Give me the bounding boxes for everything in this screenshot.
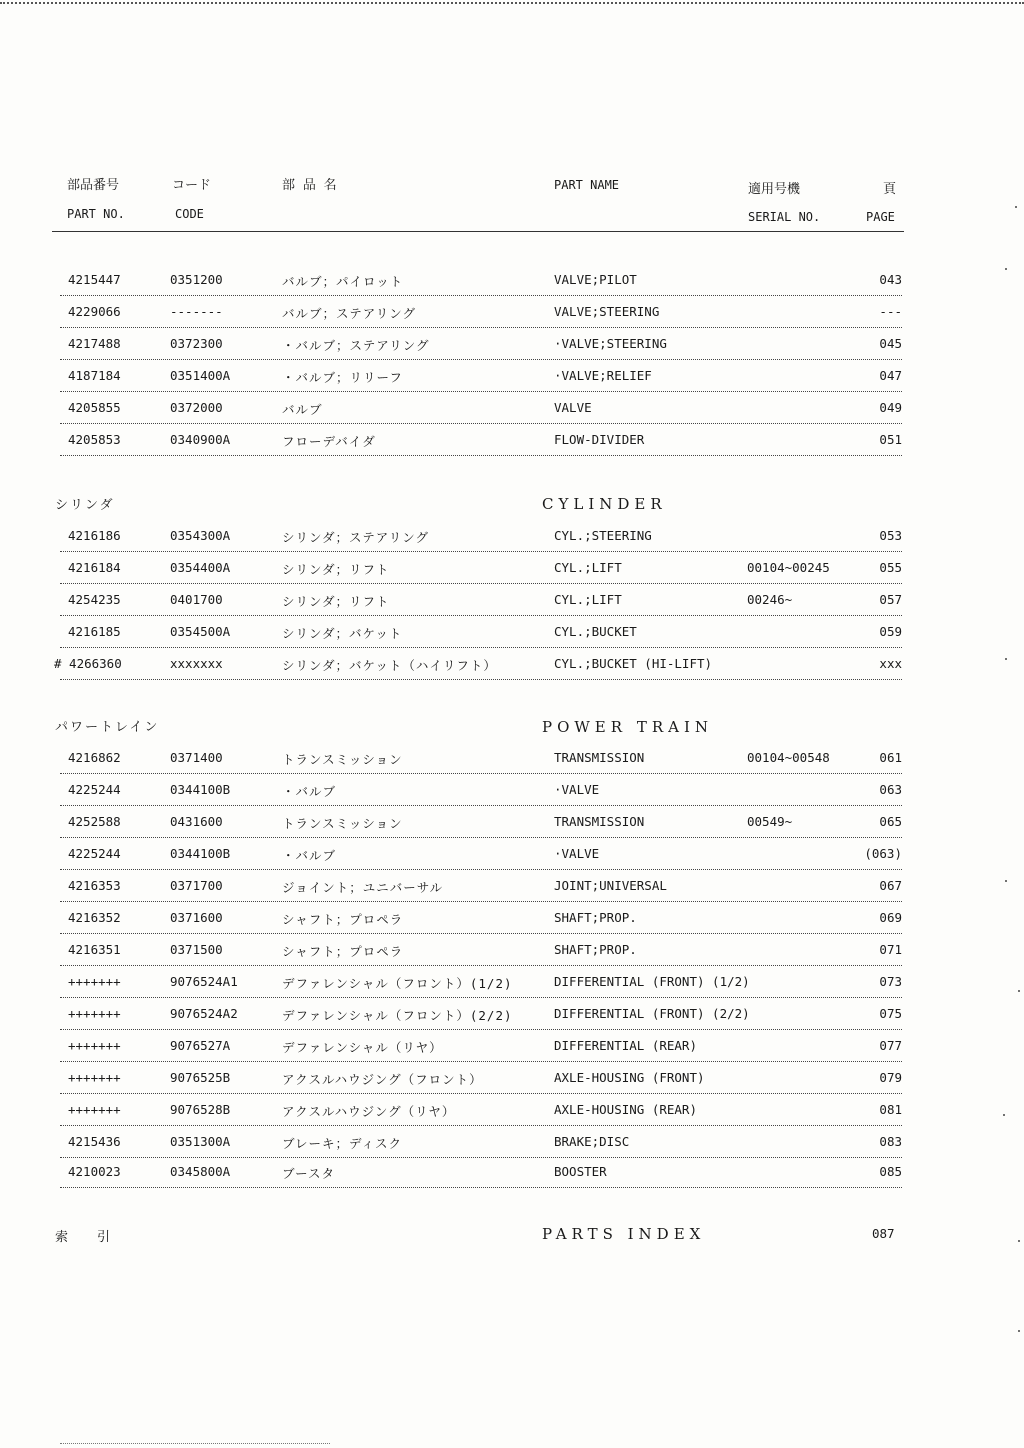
table-row bbox=[60, 838, 902, 870]
part-number: 4210023 bbox=[68, 1164, 121, 1179]
table-row bbox=[60, 1030, 902, 1062]
table-row bbox=[60, 870, 902, 902]
part-name-en: CYL.;LIFT bbox=[554, 560, 622, 575]
part-number: 4205855 bbox=[68, 400, 121, 415]
code: 0371400 bbox=[170, 750, 223, 765]
code: 0371700 bbox=[170, 878, 223, 893]
part-name-jp: バルブ；ステアリング bbox=[282, 306, 417, 321]
part-name-en: BRAKE;DISC bbox=[554, 1134, 630, 1149]
part-name-en: DIFFERENTIAL (FRONT) (2/2) bbox=[554, 1006, 750, 1021]
header-page-en: PAGE bbox=[866, 210, 895, 224]
table-row bbox=[60, 806, 902, 838]
code: 0351300A bbox=[170, 1134, 231, 1149]
code: 0340900A bbox=[170, 432, 231, 447]
page-number: 049 bbox=[879, 400, 902, 415]
code: 0354500A bbox=[170, 624, 231, 639]
header-part-name-en: PART NAME bbox=[554, 178, 620, 192]
table-row bbox=[60, 360, 902, 392]
part-name-en: DIFFERENTIAL (FRONT) (1/2) bbox=[554, 974, 750, 989]
part-name-jp: シリンダ；バケット bbox=[282, 626, 403, 641]
part-name-jp: ・バルブ bbox=[282, 848, 337, 863]
part-name-jp: ・バルブ；リリーフ bbox=[282, 370, 403, 385]
index-page: 087 bbox=[872, 1226, 895, 1241]
code: 9076524A1 bbox=[170, 974, 238, 989]
page-number: 079 bbox=[879, 1070, 902, 1085]
page-number: 073 bbox=[879, 974, 902, 989]
page-number: 059 bbox=[879, 624, 902, 639]
serial-no: 00104~00548 bbox=[747, 750, 830, 765]
part-number: 4225244 bbox=[68, 782, 121, 797]
code: ------- bbox=[170, 304, 223, 319]
page-number: 069 bbox=[879, 910, 902, 925]
part-number: +++++++ bbox=[68, 974, 121, 989]
part-name-en: VALVE;PILOT bbox=[554, 272, 637, 287]
table-row bbox=[60, 520, 902, 552]
page-number: 051 bbox=[879, 432, 902, 447]
part-name-en: CYL.;STEERING bbox=[554, 528, 652, 543]
code: 0345800A bbox=[170, 1164, 231, 1179]
scan-speck bbox=[1005, 268, 1007, 270]
scan-speck bbox=[1018, 1330, 1020, 1332]
part-name-en: TRANSMISSION bbox=[554, 750, 645, 765]
part-name-en: JOINT;UNIVERSAL bbox=[554, 878, 667, 893]
code: 0351200 bbox=[170, 272, 223, 287]
scan-speck bbox=[1015, 206, 1017, 208]
part-number: 4229066 bbox=[68, 304, 121, 319]
page-number: 053 bbox=[879, 528, 902, 543]
part-name-en: DIFFERENTIAL (REAR) bbox=[554, 1038, 697, 1053]
code: 0371500 bbox=[170, 942, 223, 957]
header-code-jp: コード bbox=[172, 178, 212, 193]
table-row bbox=[60, 742, 902, 774]
part-name-jp: シリンダ；リフト bbox=[282, 594, 390, 609]
code: 0354400A bbox=[170, 560, 231, 575]
part-name-en: VALVE;STEERING bbox=[554, 304, 660, 319]
index-title-en: PARTS INDEX bbox=[542, 1225, 706, 1243]
part-name-jp: シリンダ；ステアリング bbox=[282, 530, 430, 545]
page-number: 083 bbox=[879, 1134, 902, 1149]
table-row bbox=[60, 552, 902, 584]
table-row bbox=[60, 424, 902, 456]
part-name-jp: デファレンシャル（リヤ） bbox=[282, 1040, 443, 1055]
scan-speck bbox=[1005, 880, 1007, 882]
part-number: 4254235 bbox=[68, 592, 121, 607]
header-part-no-en: PART NO. bbox=[67, 207, 125, 221]
page-number: 081 bbox=[879, 1102, 902, 1117]
code: xxxxxxx bbox=[170, 656, 223, 671]
part-name-jp: ブレーキ；ディスク bbox=[282, 1136, 403, 1151]
table-row bbox=[60, 616, 902, 648]
table-row bbox=[60, 296, 902, 328]
table-row bbox=[60, 1094, 902, 1126]
page-number: 045 bbox=[879, 336, 902, 351]
page-number: 085 bbox=[879, 1164, 902, 1179]
page-number: 065 bbox=[879, 814, 902, 829]
part-number: 4216352 bbox=[68, 910, 121, 925]
code: 0351400A bbox=[170, 368, 231, 383]
code: 0401700 bbox=[170, 592, 223, 607]
page-number: 063 bbox=[879, 782, 902, 797]
part-number: # 4266360 bbox=[54, 656, 122, 671]
page-number: 047 bbox=[879, 368, 902, 383]
code: 0344100B bbox=[170, 782, 231, 797]
part-number: 4216353 bbox=[68, 878, 121, 893]
header-page-jp: 頁 bbox=[883, 182, 897, 197]
part-number: 4216186 bbox=[68, 528, 121, 543]
part-name-jp: デファレンシャル（フロント）(2/2) bbox=[282, 1008, 513, 1023]
part-name-en: CYL.;BUCKET bbox=[554, 624, 637, 639]
table-row bbox=[54, 648, 902, 680]
scan-speck bbox=[1005, 658, 1007, 660]
scan-speck bbox=[1018, 990, 1020, 992]
part-name-jp: シリンダ；バケット（ハイリフト） bbox=[282, 658, 497, 673]
section-title-en: POWER TRAIN bbox=[542, 718, 714, 736]
page-number: --- bbox=[879, 304, 902, 319]
part-name-en: CYL.;LIFT bbox=[554, 592, 622, 607]
part-name-jp: トランスミッション bbox=[282, 816, 403, 831]
header-part-no-jp: 部品番号 bbox=[67, 178, 120, 193]
section-title-jp: シリンダ bbox=[55, 498, 115, 513]
header-serial-jp: 適用号機 bbox=[748, 182, 801, 197]
serial-no: 00549~ bbox=[747, 814, 793, 829]
part-number: 4215436 bbox=[68, 1134, 121, 1149]
page-number: 067 bbox=[879, 878, 902, 893]
part-number: +++++++ bbox=[68, 1006, 121, 1021]
table-row bbox=[60, 264, 902, 296]
part-name-jp: ブースタ bbox=[282, 1166, 336, 1181]
code: 0354300A bbox=[170, 528, 231, 543]
part-name-en: TRANSMISSION bbox=[554, 814, 645, 829]
code: 0372300 bbox=[170, 336, 223, 351]
part-number: 4205853 bbox=[68, 432, 121, 447]
part-name-jp: シャフト；プロペラ bbox=[282, 944, 404, 959]
part-number: +++++++ bbox=[68, 1038, 121, 1053]
part-name-en: AXLE-HOUSING (REAR) bbox=[554, 1102, 697, 1117]
part-number: +++++++ bbox=[68, 1070, 121, 1085]
part-name-jp: バルブ bbox=[282, 402, 323, 417]
table-row bbox=[60, 998, 902, 1030]
table-row bbox=[60, 328, 902, 360]
page-number: 071 bbox=[879, 942, 902, 957]
code: 0371600 bbox=[170, 910, 223, 925]
page-number: 055 bbox=[879, 560, 902, 575]
part-name-jp: トランスミッション bbox=[282, 752, 403, 767]
part-number: 4217488 bbox=[68, 336, 121, 351]
part-name-jp: アクスルハウジング（フロント） bbox=[282, 1072, 483, 1087]
code: 0431600 bbox=[170, 814, 223, 829]
part-name-en: BOOSTER bbox=[554, 1164, 607, 1179]
table-row bbox=[60, 902, 902, 934]
code: 0372000 bbox=[170, 400, 223, 415]
part-number: 4187184 bbox=[68, 368, 121, 383]
part-name-jp: ジョイント；ユニバーサル bbox=[282, 880, 444, 895]
part-number: 4225244 bbox=[68, 846, 121, 861]
header-part-name-jp: 部 品 名 bbox=[282, 178, 337, 193]
part-number: 4215447 bbox=[68, 272, 121, 287]
part-name-en: SHAFT;PROP. bbox=[554, 942, 637, 957]
table-row bbox=[60, 1156, 902, 1188]
part-number: 4216862 bbox=[68, 750, 121, 765]
table-row bbox=[60, 934, 902, 966]
table-row bbox=[60, 584, 902, 616]
page-number: 075 bbox=[879, 1006, 902, 1021]
table-row bbox=[60, 1126, 902, 1158]
code: 9076525B bbox=[170, 1070, 231, 1085]
header-serial-en: SERIAL NO. bbox=[748, 210, 821, 224]
part-name-jp: アクスルハウジング（リヤ） bbox=[282, 1104, 456, 1119]
section-title-en: CYLINDER bbox=[542, 495, 667, 513]
part-number: +++++++ bbox=[68, 1102, 121, 1117]
part-name-jp: ・バルブ bbox=[282, 784, 337, 799]
part-name-en: FLOW-DIVIDER bbox=[554, 432, 645, 447]
code: 9076527A bbox=[170, 1038, 231, 1053]
page-number: xxx bbox=[879, 656, 902, 671]
table-row bbox=[60, 1062, 902, 1094]
table-row bbox=[60, 966, 902, 998]
page-number: 061 bbox=[879, 750, 902, 765]
scan-top-edge bbox=[0, 2, 1024, 4]
page-number: (063) bbox=[864, 846, 902, 861]
serial-no: 00246~ bbox=[747, 592, 793, 607]
serial-no: 00104~00245 bbox=[747, 560, 830, 575]
code: 0344100B bbox=[170, 846, 231, 861]
page-number: 077 bbox=[879, 1038, 902, 1053]
scan-speck bbox=[1018, 1240, 1020, 1242]
part-number: 4216184 bbox=[68, 560, 121, 575]
part-name-en: AXLE-HOUSING (FRONT) bbox=[554, 1070, 705, 1085]
index-title-jp: 索 引 bbox=[55, 1230, 119, 1245]
part-name-jp: バルブ；パイロット bbox=[282, 274, 404, 289]
part-name-jp: デファレンシャル（フロント）(1/2) bbox=[282, 976, 513, 991]
part-name-jp: フローデバイダ bbox=[282, 434, 376, 449]
scan-bottom-edge bbox=[60, 1443, 330, 1444]
header-rule bbox=[52, 231, 904, 232]
part-name-en: SHAFT;PROP. bbox=[554, 910, 637, 925]
scan-speck bbox=[1003, 1114, 1005, 1116]
section-title-jp: パワートレイン bbox=[55, 720, 160, 735]
part-number: 4216351 bbox=[68, 942, 121, 957]
part-name-jp: シリンダ；リフト bbox=[282, 562, 390, 577]
part-number: 4252588 bbox=[68, 814, 121, 829]
part-name-en: ·VALVE bbox=[554, 846, 600, 861]
header-code-en: CODE bbox=[175, 207, 204, 221]
part-name-jp: シャフト；プロペラ bbox=[282, 912, 404, 927]
part-name-en: CYL.;BUCKET (HI-LIFT) bbox=[554, 656, 713, 671]
page-number: 057 bbox=[879, 592, 902, 607]
code: 9076524A2 bbox=[170, 1006, 238, 1021]
part-name-jp: ・バルブ；ステアリング bbox=[282, 338, 430, 353]
table-row bbox=[60, 392, 902, 424]
table-row bbox=[60, 774, 902, 806]
part-name-en: ·VALVE;RELIEF bbox=[554, 368, 652, 383]
code: 9076528B bbox=[170, 1102, 231, 1117]
part-name-en: VALVE bbox=[554, 400, 592, 415]
part-number: 4216185 bbox=[68, 624, 121, 639]
page-number: 043 bbox=[879, 272, 902, 287]
part-name-en: ·VALVE bbox=[554, 782, 600, 797]
part-name-en: ·VALVE;STEERING bbox=[554, 336, 667, 351]
